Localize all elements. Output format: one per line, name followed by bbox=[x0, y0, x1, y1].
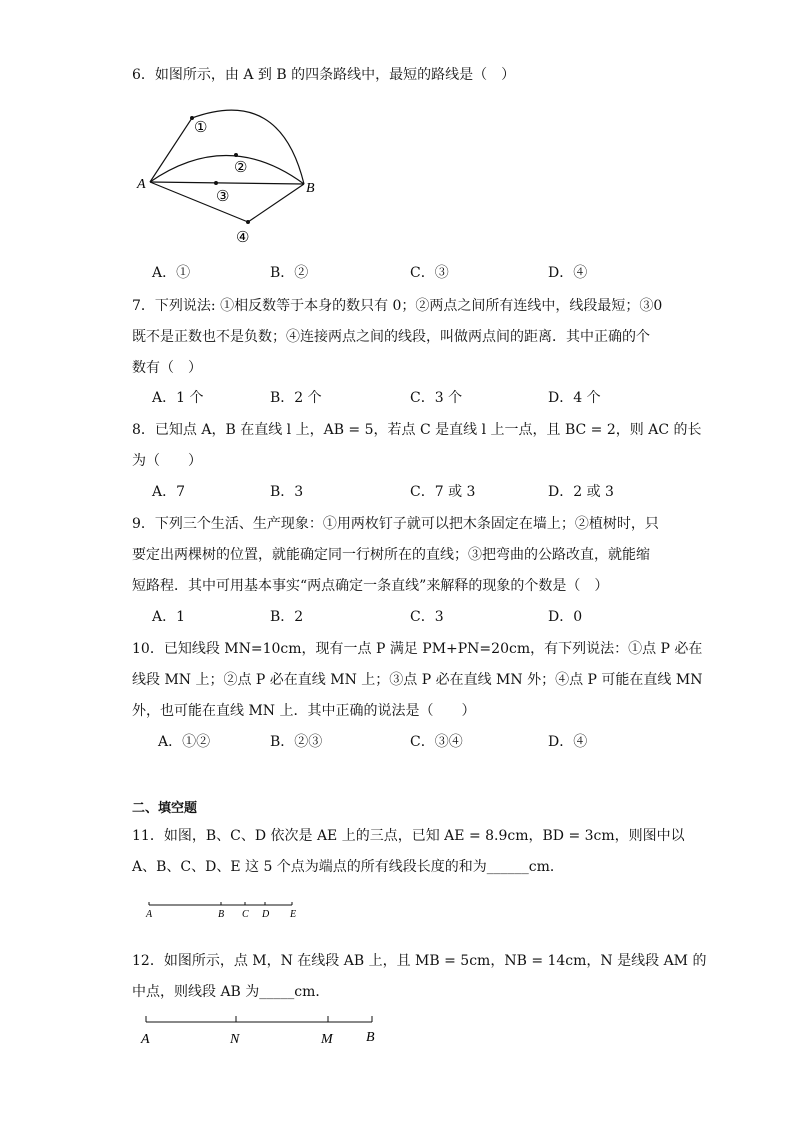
q10-line-1: 10．已知线段 MN=10cm，现有一点 P 满足 PM+PN=20cm，有下列说法：①点 P 必在 bbox=[132, 641, 703, 657]
q9-option-b[interactable]: B．2 bbox=[270, 609, 304, 625]
q9-line-2: 要定出两棵树的位置，就能确定同一行树所在的直线；③把弯曲的公路改直，就能缩 bbox=[132, 547, 650, 563]
q7-option-c[interactable]: C．3 个 bbox=[410, 390, 463, 406]
q10-line-3: 外，也可能在直线 MN 上．其中正确的说法是（ ） bbox=[132, 703, 476, 719]
q8-option-c[interactable]: C．7 或 3 bbox=[410, 484, 476, 500]
q6-option-b[interactable]: B．② bbox=[270, 265, 309, 281]
point-n-label: N bbox=[230, 1032, 240, 1047]
q6-route-figure bbox=[130, 100, 330, 250]
q7-option-a[interactable]: A．1 个 bbox=[152, 390, 204, 406]
q8-option-b[interactable]: B．3 bbox=[270, 484, 304, 500]
q11-segment-figure bbox=[140, 895, 310, 925]
q12-line-1: 12．如图所示，点 M，N 在线段 AB 上，且 MB = 5cm，NB = 14cm，N 是线段 AM 的 bbox=[132, 953, 707, 969]
q7-line-1: 7．下列说法: ①相反数等于本身的数只有 0；②两点之间所有连线中，线段最短；③0 bbox=[132, 298, 663, 314]
label-a: A bbox=[137, 177, 146, 192]
q10-line-2: 线段 MN 上；②点 P 必在直线 MN 上；③点 P 必在直线 MN 外；④点 P 可能在直线 MN bbox=[132, 672, 703, 688]
q9-option-c[interactable]: C．3 bbox=[410, 609, 444, 625]
route-1-label: ① bbox=[194, 120, 208, 136]
point-c-label: C bbox=[242, 909, 249, 920]
point-a-label: A bbox=[141, 1032, 150, 1047]
q9-line-1: 9．下列三个生活、生产现象：①用两枚钉子就可以把木条固定在墙上；②植树时，只 bbox=[132, 516, 659, 532]
label-b: B bbox=[306, 181, 315, 196]
point-m-label: M bbox=[321, 1032, 333, 1047]
q12-line-2: 中点，则线段 AB 为_____cm． bbox=[132, 984, 330, 1000]
q8-line-2: 为（ ） bbox=[132, 453, 202, 469]
point-e-label: E bbox=[290, 909, 297, 920]
q10-option-d[interactable]: D．④ bbox=[548, 734, 588, 750]
q6-stem: 6．如图所示，由 A 到 B 的四条路线中，最短的路线是（ ） bbox=[132, 67, 516, 83]
route-2-point bbox=[234, 153, 238, 157]
q9-option-a[interactable]: A．1 bbox=[152, 609, 186, 625]
route-3-label: ③ bbox=[216, 189, 230, 205]
point-b-label: B bbox=[218, 909, 225, 920]
point-a-label: A bbox=[146, 909, 153, 920]
route-2-path bbox=[150, 155, 304, 184]
q12-segment-figure bbox=[136, 1010, 386, 1050]
point-d-label: D bbox=[262, 909, 270, 920]
q7-line-3: 数有（ ） bbox=[132, 360, 202, 376]
q6-option-a[interactable]: A．① bbox=[152, 265, 191, 281]
q7-option-b[interactable]: B．2 个 bbox=[270, 390, 322, 406]
route-4-point bbox=[246, 220, 250, 224]
q9-option-d[interactable]: D．0 bbox=[548, 609, 583, 625]
route-4-label: ④ bbox=[236, 230, 250, 246]
route-3-point bbox=[214, 181, 218, 185]
route-1-path bbox=[150, 110, 304, 184]
q10-option-b[interactable]: B．②③ bbox=[270, 734, 323, 750]
q11-line-2: A、B、C、D、E 这 5 个点为端点的所有线段长度的和为______cm． bbox=[132, 859, 564, 875]
q10-option-a[interactable]: A．①② bbox=[158, 734, 211, 750]
q6-option-d[interactable]: D．④ bbox=[548, 265, 588, 281]
q8-line-1: 8．已知点 A，B 在直线 l 上，AB = 5，若点 C 是直线 l 上一点，且 BC = 2，则 AC 的长 bbox=[132, 422, 702, 438]
q11-line-1: 11．如图，B、C、D 依次是 AE 上的三点，已知 AE = 8.9cm，BD = 3cm，则图中以 bbox=[132, 828, 685, 844]
point-b-label: B bbox=[366, 1030, 375, 1045]
q7-line-2: 既不是正数也不是负数；④连接两点之间的线段，叫做两点间的距离．其中正确的个 bbox=[132, 329, 650, 345]
q6-option-c[interactable]: C．③ bbox=[410, 265, 449, 281]
route-3-path bbox=[150, 182, 304, 184]
q7-option-d[interactable]: D．4 个 bbox=[548, 390, 601, 406]
section-title: 二、填空题 bbox=[132, 801, 198, 816]
q9-line-3: 短路程．其中可用基本事实“两点确定一条直线”来解释的现象的个数是（ ） bbox=[132, 578, 609, 594]
q8-option-a[interactable]: A．7 bbox=[152, 484, 186, 500]
q8-option-d[interactable]: D．2 或 3 bbox=[548, 484, 614, 500]
q10-option-c[interactable]: C．③④ bbox=[410, 734, 463, 750]
route-2-label: ② bbox=[234, 160, 248, 176]
